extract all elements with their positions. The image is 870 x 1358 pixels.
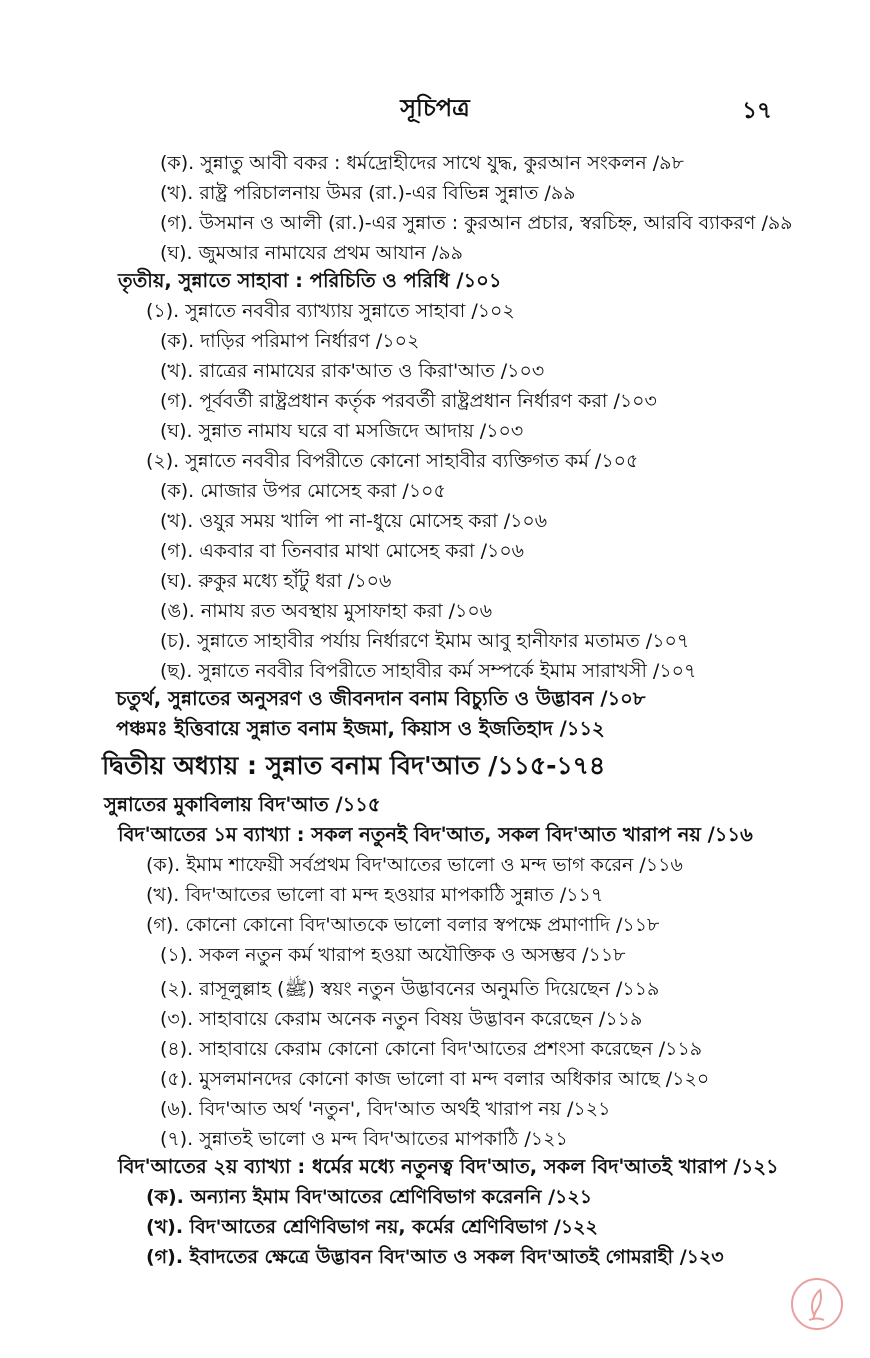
toc-entry: (৭). সুন্নাতই ভালো ও মন্দ বিদ'আতের মাপকাঠি /১২১	[160, 1128, 568, 1150]
toc-entry: (গ). উসমান ও আলী (রা.)-এর সুন্নাত : কুরআন প্রচার, স্বরচিহ্ন, আরবি ব্যাকরণ /৯৯	[160, 212, 793, 234]
toc-entry: (ক). ইমাম শাফেয়ী সর্বপ্রথম বিদ'আতের ভালো ও মন্দ ভাগ করেন /১১৬	[146, 854, 683, 876]
toc-entry: (ঘ). সুন্নাত নামায ঘরে বা মসজিদে আদায় /১০৩	[160, 420, 524, 442]
toc-entry: (গ). কোনো কোনো বিদ'আতকে ভালো বলার স্বপক্ষে প্রমাণাদি /১১৮	[146, 914, 660, 936]
toc-entry: (খ). বিদ'আতের ভালো বা মন্দ হওয়ার মাপকাঠি সুন্নাত /১১৭	[146, 884, 604, 906]
toc-entry: (১). সকল নতুন কর্ম খারাপ হওয়া অযৌক্তিক ও অসম্ভব /১১৮	[160, 944, 626, 966]
toc-entry: (গ). ইবাদতের ক্ষেত্রে উদ্ভাবন বিদ'আত ও সকল বিদ'আতই গোমরাহী /১২৩	[146, 1246, 724, 1268]
toc-section-heading: তৃতীয়, সুন্নাতে সাহাবা : পরিচিতি ও পরিধি /১০১	[118, 269, 502, 292]
toc-entry: (গ). একবার বা তিনবার মাথা মোসেহ করা /১০৬	[160, 540, 525, 562]
toc-entry: (ক). দাড়ির পরিমাপ নির্ধারণ /১০২	[160, 330, 420, 352]
toc-entry: (ঘ). রুকুর মধ্যে হাঁটু ধরা /১০৬	[160, 570, 392, 592]
toc-entry: (খ). বিদ'আতের শ্রেণিবিভাগ নয়, কর্মের শ্রেণিবিভাগ /১২২	[146, 1216, 598, 1238]
toc-entry: (ক). মোজার উপর মোসেহ করা /১০৫	[160, 480, 446, 502]
toc-entry: (ঘ). জুমআর নামাযের প্রথম আযান /৯৯	[160, 242, 463, 264]
page-number: ১৭	[742, 98, 772, 124]
toc-entry: (খ). ওযুর সময় খালি পা না-ধুয়ে মোসেহ করা /১০৬	[160, 510, 548, 532]
toc-entry: (৫). মুসলমানদের কোনো কাজ ভালো বা মন্দ বলার অধিকার আছে /১২০	[160, 1068, 710, 1090]
toc-entry: (২). সুন্নাতে নববীর বিপরীতে কোনো সাহাবীর ব্যক্তিগত কর্ম /১০৫	[146, 450, 639, 472]
toc-entry: (১). সুন্নাতে নববীর ব্যাখ্যায় সুন্নাতে সাহাবা /১০২	[146, 300, 515, 322]
toc-section-heading: চতুর্থ, সুন্নাতের অনুসরণ ও জীবনদান বনাম বিচ্যুতি ও উদ্ভাবন /১০৮	[116, 687, 646, 710]
toc-entry: (ক). অন্যান্য ইমাম বিদ'আতের শ্রেণিবিভাগ করেননি /১২১	[146, 1186, 593, 1208]
toc-section-heading: পঞ্চমঃ ইত্তিবায়ে সুন্নাত বনাম ইজমা, কিয়াস ও ইজতিহাদ /১১২	[116, 717, 605, 740]
toc-entry: (ছ). সুন্নাতে নববীর বিপরীতে সাহাবীর কর্ম সম্পর্কে ইমাম সারাখসী /১০৭	[160, 660, 697, 682]
quill-seal-icon	[790, 1277, 844, 1331]
toc-entry: (ক). সুন্নাতু আবী বকর : ধর্মদ্রোহীদের সাথে যুদ্ধ, কুরআন সংকলন /৯৮	[160, 152, 684, 174]
toc-subsection-heading: বিদ'আতের ১ম ব্যাখ্যা : সকল নতুনই বিদ'আত, সকল বিদ'আত খারাপ নয় /১১৬	[118, 823, 753, 846]
toc-entry: (চ). সুন্নাতে সাহাবীর পর্যায় নির্ধারণে ইমাম আবু হানীফার মতামত /১০৭	[160, 630, 690, 652]
toc-entry: (ঙ). নামায রত অবস্থায় মুসাফাহা করা /১০৬	[160, 600, 493, 622]
toc-entry: (৬). বিদ'আত অর্থ 'নতুন', বিদ'আত অর্থই খারাপ নয় /১২১	[160, 1098, 611, 1120]
toc-subsection-heading: বিদ'আতের ২য় ব্যাখ্যা : ধর্মের মধ্যে নতুনত্ব বিদ'আত, সকল বিদ'আতই খারাপ /১২১	[118, 1155, 779, 1178]
toc-section-heading: সুন্নাতের মুকাবিলায় বিদ'আত /১১৫	[104, 793, 381, 816]
toc-chapter-heading: দ্বিতীয় অধ্যায় : সুন্নাত বনাম বিদ'আত /১১৫-১৭৪	[102, 751, 606, 780]
page-title: সূচিপত্র	[400, 94, 470, 122]
toc-entry: (খ). রাত্রের নামাযের রাক'আত ও কিরা'আত /১০৩	[160, 360, 545, 382]
toc-entry: (৪). সাহাবায়ে কেরাম কোনো কোনো বিদ'আতের প্রশংসা করেছেন /১১৯	[160, 1038, 703, 1060]
page-header	[0, 90, 870, 130]
toc-entry: (গ). পূর্ববর্তী রাষ্ট্রপ্রধান কর্তৃক পরবর্তী রাষ্ট্রপ্রধান নির্ধারণ করা /১০৩	[160, 390, 657, 412]
toc-entry: (২). রাসূলুল্লাহ (ﷺ) স্বয়ং নতুন উদ্ভাবনের অনুমতি দিয়েছেন /১১৯	[160, 978, 660, 1000]
toc-entry: (৩). সাহাবায়ে কেরাম অনেক নতুন বিষয় উদ্ভাবন করেছেন /১১৯	[160, 1008, 643, 1030]
toc-entry: (খ). রাষ্ট্র পরিচালনায় উমর (রা.)-এর বিভিন্ন সুন্নাত /৯৯	[160, 182, 576, 204]
